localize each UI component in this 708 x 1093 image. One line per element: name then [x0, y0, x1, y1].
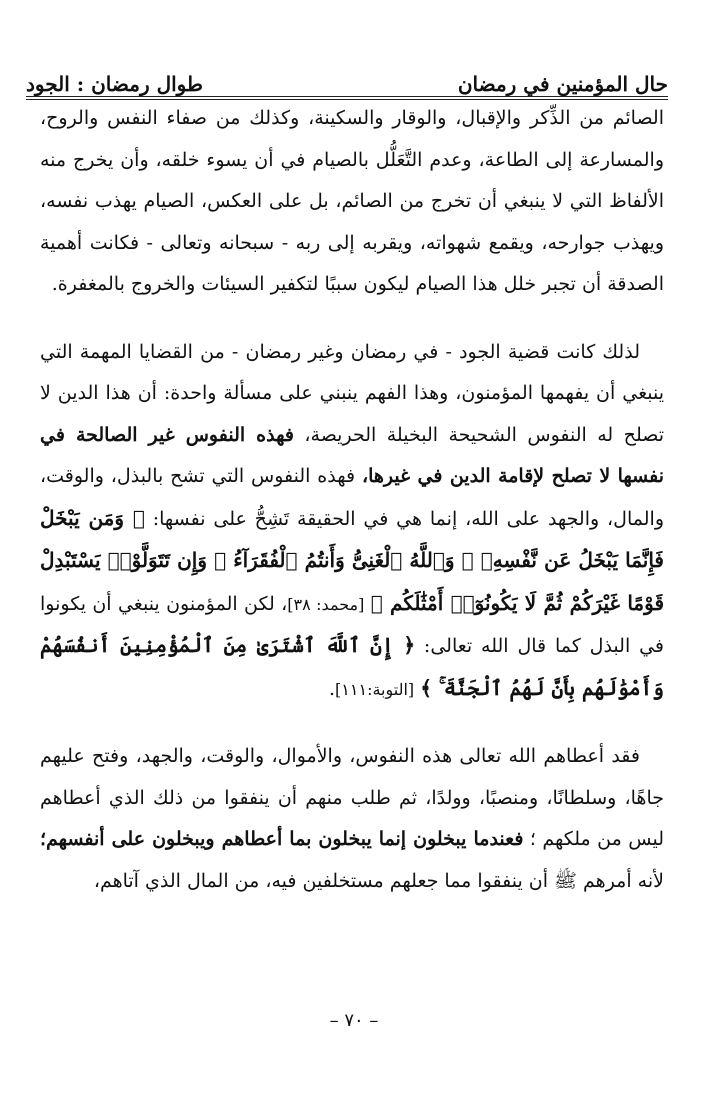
paragraph-gap [40, 306, 664, 332]
paragraph-2 [40, 332, 664, 711]
paragraph-2-text-3: ، لكن المؤمنون ينبغي أن يكونوا في البذل كما قال الله تعالى: [40, 592, 664, 657]
paragraph-2-bold: فهذه النفوس غير الصالحة في نفسها لا تصلح لإقامة الدين في غيرها، [40, 423, 664, 487]
paragraph-3 [40, 736, 664, 902]
header-book-title: حال المؤمنين في رمضان [457, 72, 668, 96]
paragraph-gap [40, 710, 664, 736]
paragraph-3-bold: فعندما يبخلون إنما يبخلون بما أعطاهم ويبخلون على أنفسهم؛ [40, 828, 524, 850]
paragraph-3-text-2: لأنه أمرهم ﷺ أن ينفقوا مما جعلهم مستخلفين فيه، من المال الذي آتاهم، [93, 869, 664, 892]
verse-reference-2: [التوبة:١١١] [335, 679, 415, 699]
verse-reference-1: [محمد: ٣٨] [287, 594, 365, 614]
paragraph-1: الصائم من الذِّكر والإقبال، والوقار والسكينة، وكذلك من صفاء النفس والروح، والمسارعة إلى الطاعة، وعدم التَّعَلُّل بالصيام في أن يسوء خلقه، وأن يخرج منه الألفاظ التي لا ينبغي أن تخرج من الصائم، بل على العكس، الصيام يهذب نفسه، ويهذب جوارحه، ويقمع شهواته، ويقربه إلى ربه - سبحانه وتعالى - فكانت أهمية الصدقة أن تجبر خلل هذا الصيام ليكون سببًا لتكفير السيئات والخروج بالمغفرة. [40, 107, 664, 295]
page-header [26, 60, 668, 96]
paragraph-2-end: . [329, 677, 336, 700]
page-body [40, 98, 664, 902]
header-chapter-title: طوال رمضان : الجود [26, 72, 203, 96]
quran-verse-1: ﴿ وَمَن يَبْخَلْ فَإِنَّمَا يَبْخَلُ عَن نَّفْسِهِۦ ۚ وَٱللَّهُ ٱلْغَنِىُّ وَأَنتُمُ ٱلْفُقَرَآءُ ۚ وَإِن تَتَوَلَّوْا۟ يَسْتَبْدِلْ قَوْمًا غَيْرَكُمْ ثُمَّ لَا يَكُونُوٓا۟ أَمْثَٰلَكُم ﴾ [40, 505, 665, 615]
paragraph-2-text-1: لذلك كانت قضية الجود - في رمضان وغير رمضان - من القضايا المهمة التي ينبغي أن يفهمها المؤمنون، وهذا الفهم ينبني على مسألة واحدة: أن هذا الدين لا تصلح له النفوس الشحيحة البخيلة الحريصة، [40, 340, 664, 446]
paragraph-2-text-2: فهذه النفوس التي تشح بالبذل، والوقت، والمال، والجهد على الله، إنما هي في الحقيقة تَشِحُّ على نفسها: [40, 465, 664, 530]
paragraph-3-text-1: فقد أعطاهم الله تعالى هذه النفوس، والأموال، والوقت، والجهد، وفتح عليهم جاهًا، وسلطانًا، ومنصبًا، وولدًا، ثم طلب منهم أن ينفقوا من ذلك الذي أعطاهم ليس من ملكهم ؛ [40, 745, 664, 850]
quran-verse-2: ﴿ إِنَّ ٱللَّهَ ٱشْتَرَىٰ مِنَ ٱلْمُؤْمِنِينَ أَنفُسَهُمْ وَأَمْوَٰلَهُم بِأَنَّ لَهُمُ ٱلْجَنَّةَ ۚ ﴾ [40, 633, 664, 700]
page-number: – ٧٠ – [329, 1010, 379, 1031]
